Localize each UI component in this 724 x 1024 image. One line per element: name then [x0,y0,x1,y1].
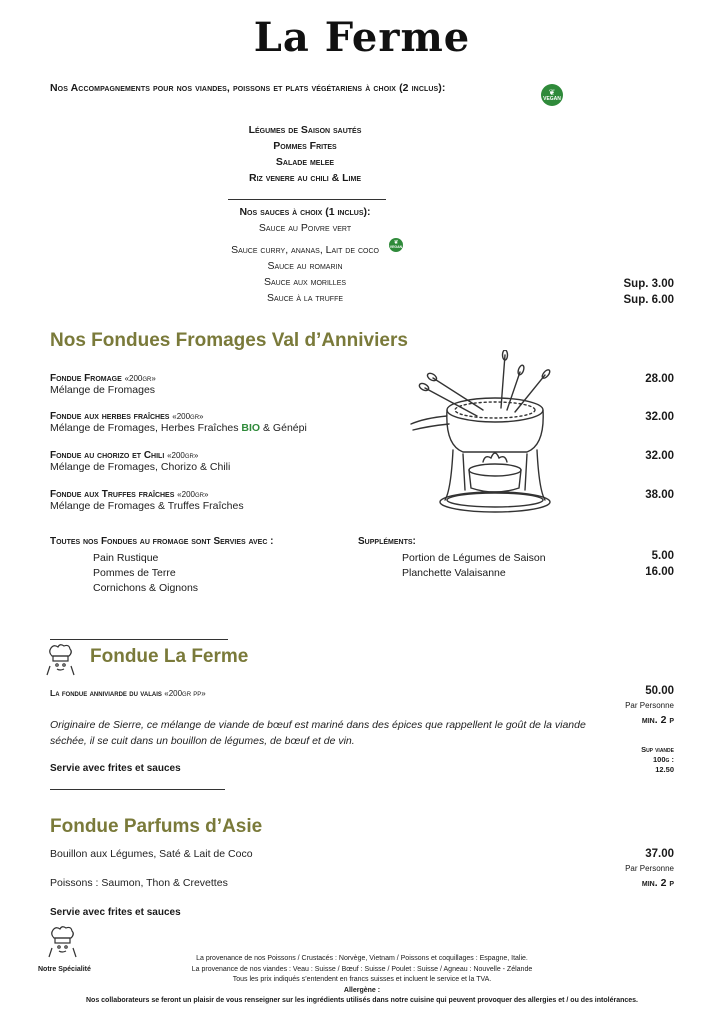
divider [50,789,225,790]
footer-line: La provenance de nos viandes : Veau : Suisse / Bœuf : Suisse / Poulet : Suisse / Agneau : Nouvelle - Zélande [191,965,533,973]
item-price: 32.00 [645,450,674,462]
chef-hat-icon [44,642,76,676]
sauces-list [190,220,420,306]
min-persons: min. 2 p [641,877,674,889]
specialite-label: Notre Spécialité [38,966,91,973]
footer-line: Nos collaborateurs se feront un plaisir de vous renseigner sur les ingrédients utilisés dans notre cuisine qui peuvent provoquer des allergies et / ou des intolérances. [86,997,638,1004]
list-item: Légumes de Saison sautés [248,124,362,136]
item-price: 38.00 [645,489,674,501]
leaf-icon: ❦ [548,87,556,97]
vegan-icon: ❦ VEGAN [389,238,403,252]
item-name: Fondue au chorizo et Chili [50,450,165,461]
item-name: Fondue Fromage [50,373,122,384]
chef-hat-icon [46,924,78,958]
list-item: Cornichons & Oignons [93,582,199,594]
item-description: Originaire de Sierre, ce mélange de viande de bœuf est mariné dans des épices que rappellent le goût de la viande séchée, il se cuit dans un bouillon de légumes, de bœuf et de vin. [50,719,586,747]
sauces-heading: Nos sauces à choix (1 inclus): [239,206,371,218]
footer-line: La provenance de nos Poissons / Crustacés : Norvège, Vietnam / Poissons et coquillages : Espagne, Italie. [196,955,528,962]
supplements-list [402,551,546,581]
item-price: 50.00 [645,685,674,697]
item-price: 32.00 [645,411,674,423]
item-weight: «200gr» [167,451,199,460]
vegan-icon: ❦ VEGAN [541,84,563,106]
list-item: Portion de Légumes de Saison [402,552,546,564]
fondue-pot-icon [405,350,570,520]
list-item: Riz venere au chili & Lime [248,172,361,184]
list-item: Salade melee [275,156,335,168]
sup-price: 12.50 [655,765,674,774]
list-item: Pommes de Terre [93,567,176,579]
menu-item [50,373,390,396]
list-item: Sauce au romarin [267,260,343,272]
item-weight: «200gr» [172,412,204,421]
list-item: Pain Rustique [93,552,159,564]
section-title: Fondue La Ferme [90,646,249,667]
item-desc: Bouillon aux Légumes, Saté & Lait de Coco [50,848,253,860]
list-item: Sauce au Poivre vert [258,222,352,234]
item-desc: Poissons : Saumon, Thon & Crevettes [50,877,228,889]
sup-label: Sup viande [641,745,674,754]
served-list [93,551,198,596]
per-person-label: Par Personne [625,864,674,873]
list-item: Planchette Valaisanne [402,567,506,579]
item-price: 28.00 [645,373,674,385]
per-person-label: Par Personne [625,701,674,710]
item-name: Fondue aux Truffes fraîches [50,489,175,500]
menu-item [50,411,390,434]
list-item: Sauce à la truffe [266,292,344,304]
served-note: Servie avec frites et sauces [50,763,181,774]
sauce-price: Sup. 3.00 [623,278,674,290]
footer-line: Allergène : [343,986,381,994]
sup-viande [641,745,674,775]
item-price: 37.00 [645,848,674,860]
item-desc: Mélange de Fromages [50,384,156,396]
item-weight: «200gr» [124,374,156,383]
menu-item [50,688,206,698]
menu-item [50,450,390,473]
page-title: La Ferme [253,14,471,61]
item-desc: Mélange de Fromages, Chorizo & Chili [50,461,231,473]
list-item: Sauce curry, ananas, Lait de coco [231,244,379,256]
accompaniments-list [200,122,410,186]
leaf-icon: ❦ [393,240,399,247]
section-title: Fondue Parfums d’Asie [50,816,263,837]
item-desc: & Génépi [260,422,307,434]
divider [228,199,386,200]
item-name: Fondue aux herbes fraîches [50,411,170,422]
item-weight: «200gr pp» [164,689,206,698]
supplement-price: 5.00 [651,550,674,562]
menu-item [50,489,390,512]
accompaniments-heading: Nos Accompagnements pour nos viandes, poissons et plats végétariens à choix (2 inclus): [50,82,446,94]
served-note: Servie avec frites et sauces [50,907,181,918]
item-name: La fondue anniviarde du valais [50,688,162,698]
supplement-price: 16.00 [645,566,674,578]
list-item: Pommes Frites [273,140,337,152]
list-item: Sauce aux morilles [263,276,347,288]
section-title: Nos Fondues Fromages Val d’Anniviers [50,330,408,351]
supplements-heading: Suppléments: [358,536,416,547]
footer-line: Tous les prix indiqués s’entendent en francs suisses et incluent le service et la TVA. [232,976,492,983]
divider [50,639,228,640]
served-heading: Toutes nos Fondues au fromage sont Servies avec : [50,536,274,547]
bio-label: BIO [241,422,261,434]
sup-weight: 100g : [653,755,674,764]
min-persons: min. 2 p [641,714,674,726]
item-desc: Mélange de Fromages, Herbes Fraîches [50,422,242,434]
sauce-price: Sup. 6.00 [623,294,674,306]
item-weight: «200gr» [177,490,209,499]
item-desc: Mélange de Fromages & Truffes Fraîches [50,500,244,512]
footer-notes [0,954,724,1007]
